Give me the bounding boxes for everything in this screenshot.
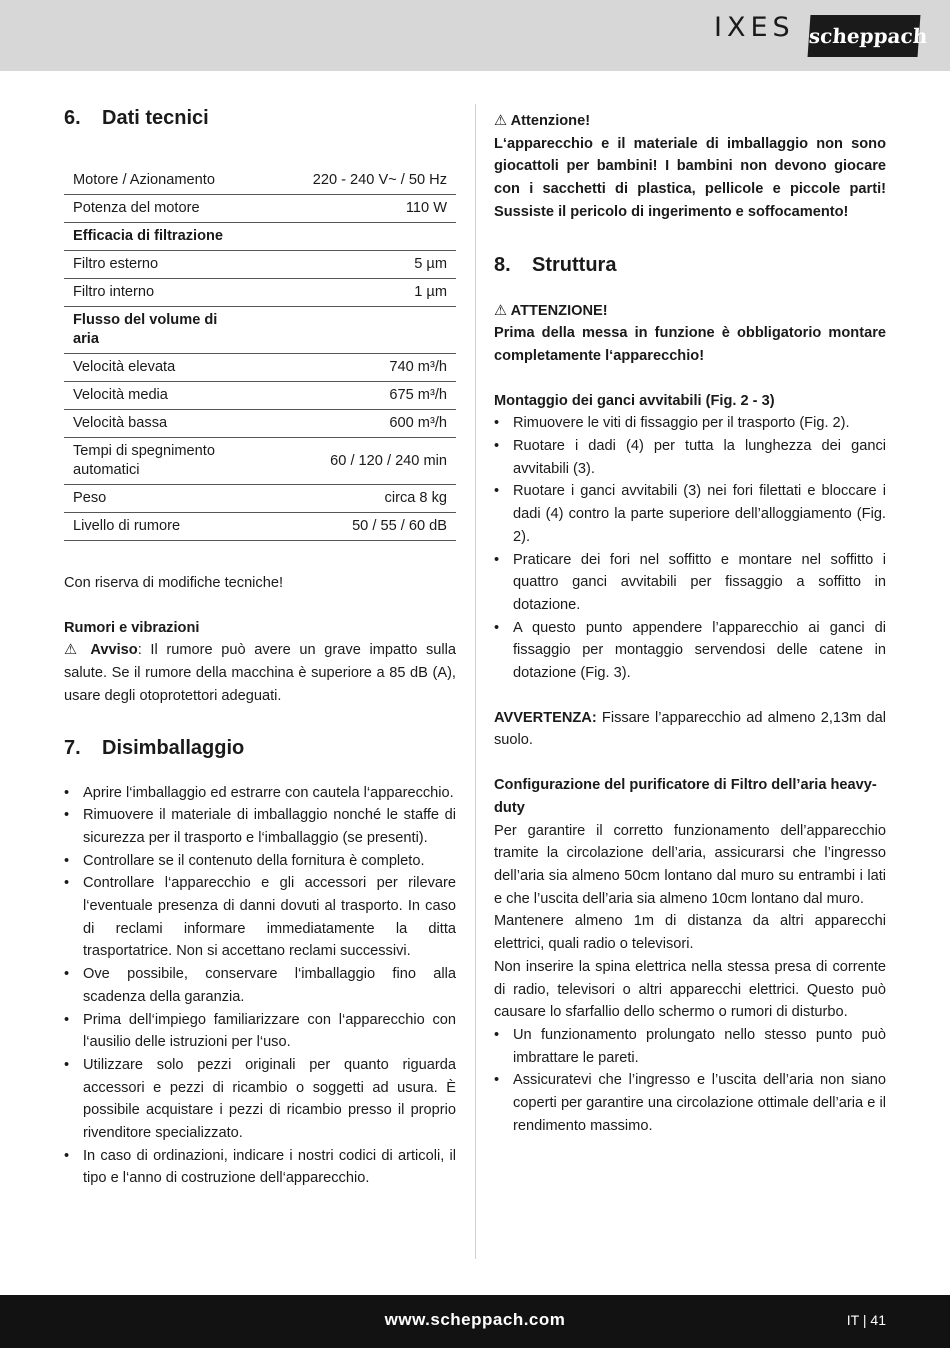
list-item: • Un funzionamento prolungato nello stesso punto può imbrattare le pareti.: [494, 1024, 886, 1069]
spec-label: Velocità bassa: [64, 410, 252, 438]
attention-heading: [494, 110, 886, 133]
right-column: [494, 110, 886, 1137]
warning-paragraph: [494, 707, 886, 752]
ixes-logo: IXES: [714, 12, 795, 43]
list-item: • Rimuovere le viti di fissaggio per il trasporto (Fig. 2).: [494, 412, 886, 435]
spec-value: 5 µm: [252, 251, 456, 279]
page-number-value: 41: [870, 1312, 886, 1328]
list-item: • Ruotare i ganci avvitabili (3) nei fori filettati e bloccare i dadi (4) contro la parte superiore dell’alloggiamento (Fig. 2).: [494, 480, 886, 548]
reserve-note: Con riserva di modifiche tecniche!: [64, 575, 284, 591]
spec-row: [64, 382, 456, 410]
spec-label: Flusso del volume di aria: [64, 307, 252, 354]
warning-icon: ⚠: [494, 301, 508, 319]
page-footer: [0, 1295, 950, 1348]
language-code: IT: [846, 1312, 859, 1328]
unpacking-list: [64, 782, 456, 1191]
spec-value: 60 / 120 / 240 min: [252, 438, 456, 485]
spec-label: Velocità media: [64, 382, 252, 410]
spec-value: 600 m³/h: [252, 410, 456, 438]
spec-label: Tempi di spegnimento automatici: [64, 438, 252, 485]
spec-row: [64, 438, 456, 485]
section-number: 8.: [494, 253, 511, 276]
list-item: • In caso di ordinazioni, indicare i nostri codici di articoli, il tipo e l‘anno di costruzione dell‘apparecchio.: [64, 1145, 456, 1190]
list-item: • A questo punto appendere l’apparecchio ai ganci di fissaggio per montaggio servendosi delle catene in dotazione (Fig. 3).: [494, 617, 886, 685]
spec-row: [64, 354, 456, 382]
list-item: • Praticare dei fori nel soffitto e montare nel soffitto i quattro ganci avvitabili per fissaggio a soffitto in dotazione.: [494, 549, 886, 617]
attention2-text: Prima della messa in funzione è obbligatorio montare completamente l‘apparecchio!: [494, 325, 886, 364]
list-item: • Assicuratevi che l’ingresso e l’uscita dell’aria non siano coperti per garantire una circolazione ottimale dell’aria e il rendimento massimo.: [494, 1069, 886, 1137]
spec-label: Filtro interno: [64, 279, 252, 307]
attention-title: Attenzione!: [510, 113, 591, 129]
spec-row: [64, 513, 456, 541]
warning-icon: ⚠: [64, 641, 82, 659]
config-paragraph-1: Per garantire il corretto funzionamento dell’apparecchio tramite la circolazione dell’aria, assicurarsi che l’ingresso dell’aria sia almeno 50cm lontano dal muro su entrambi i lati e che l’uscita dell’aria sia almeno 10cm lontano dal muro.: [494, 822, 886, 907]
spec-value: [252, 223, 456, 251]
spec-value: circa 8 kg: [252, 485, 456, 513]
spec-row: [64, 307, 456, 354]
spec-value: 220 - 240 V~ / 50 Hz: [252, 167, 456, 195]
section-title: Dati tecnici: [102, 107, 209, 129]
spec-label: Velocità elevata: [64, 354, 252, 382]
list-item: • Aprire l‘imballaggio ed estrarre con cautela l‘apparecchio.: [64, 782, 456, 805]
list-item: • Rimuovere il materiale di imballaggio nonché le staffe di sicurezza per il trasporto e l‘imballaggio (se presenti).: [64, 804, 456, 849]
section-title: Disimballaggio: [102, 736, 245, 759]
spec-row: [64, 223, 456, 251]
column-divider: [475, 104, 476, 1259]
noise-heading: Rumori e vibrazioni: [64, 619, 200, 636]
section-title: Struttura: [532, 253, 617, 276]
attention2-heading: [494, 300, 886, 323]
website-link[interactable]: www.scheppach.com: [384, 1310, 566, 1329]
spec-row: [64, 279, 456, 307]
attention2-title: ATTENZIONE!: [510, 302, 608, 319]
spec-row: [64, 485, 456, 513]
page-number: [847, 1312, 886, 1328]
section-7-heading: [64, 737, 456, 760]
list-item: • Controllare se il contenuto della fornitura è completo.: [64, 850, 456, 873]
spec-value: 110 W: [252, 195, 456, 223]
scheppach-logo: scheppach: [808, 15, 921, 57]
mount-heading: Montaggio dei ganci avvitabili (Fig. 2 - 3): [494, 392, 775, 409]
config-paragraph-2: Mantenere almeno 1m di distanza da altri apparecchi elettrici, quali radio o televisori.: [494, 913, 886, 953]
spec-row: [64, 167, 456, 195]
config-heading: Configurazione del purificatore di Filtro dell’aria heavy-duty: [494, 777, 877, 816]
section-number: 7.: [64, 736, 81, 759]
left-column: [64, 104, 456, 1190]
spec-label: Efficacia di filtrazione: [64, 223, 252, 251]
spec-label: Filtro esterno: [64, 251, 252, 279]
config-list: [494, 1024, 886, 1138]
spec-row: [64, 251, 456, 279]
list-item: • Ove possibile, conservare l‘imballaggio fino alla scadenza della garanzia.: [64, 963, 456, 1008]
mount-list: [494, 412, 886, 684]
list-item: • Controllare l‘apparecchio e gli accessori per rilevare l‘eventuale presenza di danni dovuti al trasporto. In caso di reclami informare immediatamente la ditta trasportatrice. Non si accettano reclami successivi.: [64, 872, 456, 963]
section-8-heading: [494, 254, 886, 277]
page-separator: |: [862, 1312, 871, 1328]
page-header: [0, 0, 950, 71]
attention-text: L‘apparecchio e il materiale di imballaggio non sono giocattoli per bambini! I bambini non devono giocare con i sacchetti di plastica, pellicole e piccole parti! Sussiste il pericolo di ingerimento e soffocamento!: [494, 135, 886, 220]
spec-label: Livello di rumore: [64, 513, 252, 541]
noise-paragraph: [64, 639, 456, 707]
spec-value: 50 / 55 / 60 dB: [252, 513, 456, 541]
spec-label: Peso: [64, 485, 252, 513]
spec-value: 675 m³/h: [252, 382, 456, 410]
spec-row: [64, 195, 456, 223]
list-item: • Prima dell‘impiego familiarizzare con l‘apparecchio con l‘ausilio delle istruzioni per l‘uso.: [64, 1009, 456, 1054]
spec-label: Potenza del motore: [64, 195, 252, 223]
section-6-heading: [64, 107, 456, 130]
spec-value: [252, 307, 456, 354]
noise-text: : Il rumore può avere un grave impatto sulla salute. Se il rumore della macchina è superiore a 85 dB (A), usare degli otoprotettori adeguati.: [64, 642, 456, 704]
warning-icon: ⚠: [494, 112, 508, 129]
spec-value: 740 m³/h: [252, 354, 456, 382]
spec-table: [64, 167, 456, 541]
warning-text: Fissare l’apparecchio ad almeno 2,13m dal suolo.: [494, 709, 886, 749]
config-paragraph-3: Non inserire la spina elettrica nella stessa presa di corrente di radio, televisori o altri apparecchi elettrici. Questo può causare lo sfarfallio dello schermo o rumori di disturbo.: [494, 958, 886, 1021]
noise-warn-label: Avviso: [90, 642, 138, 659]
spec-label: Motore / Azionamento: [64, 167, 252, 195]
warning-label: AVVERTENZA:: [494, 709, 597, 726]
list-item: • Utilizzare solo pezzi originali per quanto riguarda accessori e pezzi di ricambio o soggetti ad usura. È possibile acquistare i pezzi di ricambio presso il proprio rivenditore specializzato.: [64, 1054, 456, 1145]
list-item: • Ruotare i dadi (4) per tutta la lunghezza dei ganci avvitabili (3).: [494, 435, 886, 480]
spec-value: 1 µm: [252, 279, 456, 307]
section-number: 6.: [64, 107, 81, 129]
spec-row: [64, 410, 456, 438]
